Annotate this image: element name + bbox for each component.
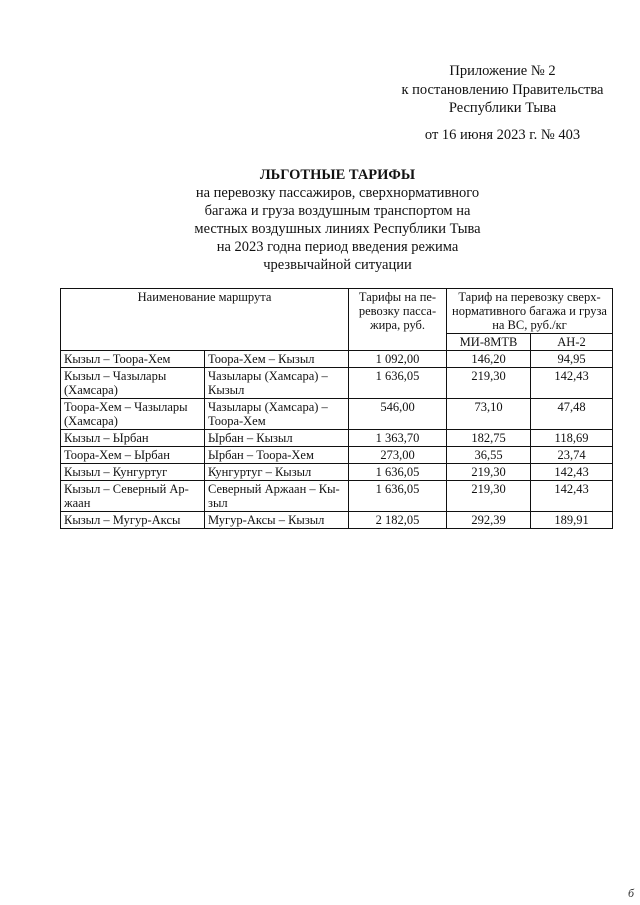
table-header-row (61, 289, 613, 334)
passenger-tariff-cell: 2 182,05 (349, 512, 447, 529)
heading-line-2: багажа и груза воздушным транспортом на (204, 203, 471, 219)
heading-line-1: на перевозку пассажиров, сверхнормативного (195, 185, 480, 201)
an2-tariff-cell: 142,43 (531, 464, 613, 481)
table-row (61, 368, 613, 399)
an2-tariff-cell: 23,74 (531, 447, 613, 464)
route-back-cell: Северный Аржаан – Кы-зыл (205, 481, 349, 512)
appendix-number: Приложение № 2 (449, 63, 556, 79)
header-passenger-tariff: Тарифы на пе-ревозку пасса-жира, руб. (349, 289, 447, 351)
mi8-tariff-cell: 219,30 (447, 368, 531, 399)
route-from-cell: Кызыл – Ырбан (61, 430, 205, 447)
mi8-tariff-cell: 36,55 (447, 447, 531, 464)
mi8-tariff-cell: 146,20 (447, 351, 531, 368)
an2-tariff-cell: 94,95 (531, 351, 613, 368)
an2-tariff-cell: 189,91 (531, 512, 613, 529)
mi8-tariff-cell: 292,39 (447, 512, 531, 529)
passenger-tariff-cell: 1 092,00 (349, 351, 447, 368)
mi8-tariff-cell: 219,30 (447, 464, 531, 481)
route-from-cell: Кызыл – Кунгуртуг (61, 464, 205, 481)
tariff-table-body (61, 351, 613, 529)
table-row (61, 512, 613, 529)
header-cargo-tariff: Тариф на перевозку сверх-нормативного багажа и груза на ВС, руб./кг (447, 289, 613, 334)
passenger-tariff-cell: 1 636,05 (349, 368, 447, 399)
route-back-cell: Чазылары (Хамсара) – Кызыл (205, 368, 349, 399)
route-from-cell: Тоора-Хем – Ырбан (61, 447, 205, 464)
table-row (61, 464, 613, 481)
passenger-tariff-cell: 1 636,05 (349, 464, 447, 481)
passenger-tariff-cell: 273,00 (349, 447, 447, 464)
an2-tariff-cell: 47,48 (531, 399, 613, 430)
route-back-cell: Кунгуртуг – Кызыл (205, 464, 349, 481)
appendix-line-resolution: к постановлению Правительства (401, 81, 604, 98)
header-route: Наименование маршрута (61, 289, 349, 351)
route-from-cell: Кызыл – Мугур-Аксы (61, 512, 205, 529)
document-title: ЛЬГОТНЫЕ ТАРИФЫ (259, 167, 416, 183)
table-row (61, 399, 613, 430)
document-heading (150, 166, 525, 274)
an2-tariff-cell: 142,43 (531, 368, 613, 399)
route-back-cell: Чазылары (Хамсара) – Тоора-Хем (205, 399, 349, 430)
route-back-cell: Тоора-Хем – Кызыл (205, 351, 349, 368)
table-row (61, 430, 613, 447)
mi8-tariff-cell: 182,75 (447, 430, 531, 447)
tariff-table (60, 288, 613, 529)
appendix-block (385, 62, 620, 144)
route-from-cell: Кызыл – Тоора-Хем (61, 351, 205, 368)
header-an2: АН-2 (531, 334, 613, 351)
passenger-tariff-cell: 1 636,05 (349, 481, 447, 512)
route-back-cell: Ырбан – Кызыл (205, 430, 349, 447)
passenger-tariff-cell: 546,00 (349, 399, 447, 430)
route-back-cell: Ырбан – Тоора-Хем (205, 447, 349, 464)
mi8-tariff-cell: 219,30 (447, 481, 531, 512)
table-row (61, 351, 613, 368)
heading-line-4: на 2023 годна период введения режима (216, 239, 459, 255)
an2-tariff-cell: 142,43 (531, 481, 613, 512)
appendix-line-republic: Республики Тыва (448, 100, 557, 116)
table-row (61, 447, 613, 464)
passenger-tariff-cell: 1 363,70 (349, 430, 447, 447)
route-from-cell: Кызыл – Чазылары (Хамсара) (61, 368, 205, 399)
route-from-cell: Кызыл – Северный Ар-жаан (61, 481, 205, 512)
page-mark: б (627, 886, 634, 900)
route-back-cell: Мугур-Аксы – Кызыл (205, 512, 349, 529)
appendix-date: от 16 июня 2023 г. № 403 (424, 126, 581, 143)
mi8-tariff-cell: 73,10 (447, 399, 531, 430)
table-row (61, 481, 613, 512)
header-mi8: МИ-8МТВ (447, 334, 531, 351)
heading-line-5: чрезвычайной ситуации (263, 257, 412, 273)
an2-tariff-cell: 118,69 (531, 430, 613, 447)
route-from-cell: Тоора-Хем – Чазылары (Хамсара) (61, 399, 205, 430)
heading-line-3: местных воздушных линиях Республики Тыва (194, 221, 481, 237)
